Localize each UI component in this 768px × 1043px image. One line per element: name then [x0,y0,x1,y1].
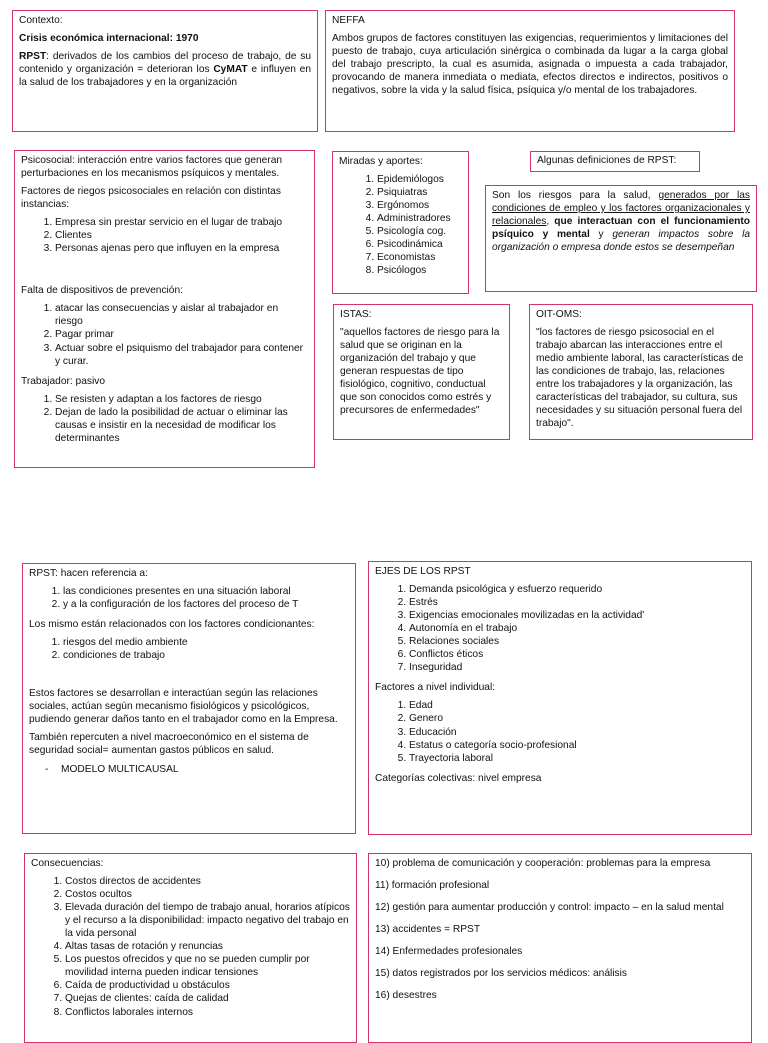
list-item: 1. atacar las consecuencias y aislar al trabajador en riesgo [55,302,308,328]
psicosocial-intro: Psicosocial: interacción entre varios factores que generan perturbaciones en los mecanismos psíquicos y mentales. [21,155,283,180]
list-item: 13) accidentes = RPST [375,924,481,936]
list-item: 8. Conflictos laborales internos [65,1006,350,1019]
istas-text: "aquellos factores de riesgo para la salud que se originan en la organización del trabajo y que generan respuestas de tipo fisiológico, cognitivo, conductual que son conocidos como estrés y precursores de enfermedades" [340,327,500,417]
list-item: 2. Genero [409,712,745,725]
ejes-box [368,561,752,835]
list-item: 6. Caída de productividad u obstáculos [65,979,350,992]
trabajador-title: Trabajador: pasivo [21,375,105,387]
referencia-p1: Estos factores se desarrollan e interactúan según las relaciones sociales, actúan según mecanismo fisiológicos y psicológicos, pudiendo generar daños tanto en el trabajador como en la Empresa. [29,688,338,726]
neffa-label: NEFFA [332,15,365,26]
list-item: 4. Altas tasas de rotación y renuncias [65,940,350,953]
list-item: 1. las condiciones presentes en una situación laboral [63,585,349,598]
list-item: 16) desestres [375,990,437,1002]
neffa-box [325,10,735,132]
individual-title: Factores a nivel individual: [375,682,496,694]
list-item: 2. Psiquiatras [377,186,462,199]
istas-box [333,304,510,440]
list-item: 1. Epidemiólogos [377,173,462,186]
miradas-title: Miradas y aportes: [339,156,423,167]
referencia-p2: También repercuten a nivel macroeconómico en el sistema de seguridad social= aumentan gastos públicos en salud. [29,732,309,757]
list-item: 11) formación profesional [375,880,490,892]
list-item: 2. y a la configuración de los factores del proceso de T [63,598,349,611]
list-item: 6. Psicodinámica [377,238,462,251]
istas-title: ISTAS: [340,309,372,320]
list-item: 8. Psicólogos [377,264,462,277]
list-item: 2. Estrés [409,596,745,609]
list-item: 1. Empresa sin prestar servicio en el lugar de trabajo [55,216,308,229]
list-item: 1. riesgos del medio ambiente [63,636,349,649]
referencia-title: RPST: hacen referencia a: [29,568,148,579]
list-item: 2. Dejan de lado la posibilidad de actuar o eliminar las causas e insistir en la necesidad de modificar los determinantes [55,406,308,445]
list-item: 3. Elevada duración del tiempo de trabajo anual, horarios atípicos y el recurso a la disponibilidad: impacto negativo del trabajo en la vida personal [65,901,350,940]
contexto-box [12,10,318,132]
list-item: 3. Personas ajenas pero que influyen en la empresa [55,242,308,255]
oit-title: OIT-OMS: [536,309,582,320]
consecuencias-title: Consecuencias: [31,858,104,869]
list-item: 7. Inseguridad [409,661,745,674]
condicionantes-title: Los mismo están relacionados con los factores condicionantes: [29,619,315,631]
list-item: 1. Se resisten y adaptan a los factores de riesgo [55,393,308,406]
factores-title: Factores de riegos psicosociales en relación con distintas instancias: [21,186,281,211]
list-item: 3. Actuar sobre el psiquismo del trabajador para contener y curar. [55,342,308,368]
definiciones-title: Algunas definiciones de RPST: [537,155,677,166]
list-item: 2. condiciones de trabajo [63,649,349,662]
list-item: 3. Educación [409,726,745,739]
list-item: 1. Edad [409,699,745,712]
list-item: 7. Quejas de clientes: caída de calidad [65,992,350,1005]
list-item: 2. Clientes [55,229,308,242]
referencia-list [29,585,349,611]
list-item: 10) problema de comunicación y cooperación: problemas para la empresa [375,858,711,869]
contexto-heading: Crisis económica internacional: 1970 [19,33,199,45]
list-item: 14) Enfermedades profesionales [375,946,523,958]
contexto-label: Contexto: [19,15,63,26]
list-item: 3. Ergónomos [377,199,462,212]
list-item: 5. Psicología cog. [377,225,462,238]
definicion-box [485,185,757,292]
list-item: 12) gestión para aumentar producción y control: impacto – en la salud mental [375,902,724,914]
psicosocial-box [14,150,315,468]
miradas-box [332,151,469,294]
list-item: 5. Los puestos ofrecidos y que no se pueden cumplir por movilidad interna pueden indicar tensiones [65,953,350,979]
continuacion-box [368,853,752,1043]
cymat-term: CyMAT [213,64,248,76]
individual-list [375,699,745,764]
list-item: 7. Economistas [377,251,462,264]
referencia-box [22,563,356,834]
definiciones-title-box [530,151,700,172]
consecuencias-list [31,875,350,1019]
list-item: 6. Conflictos éticos [409,648,745,661]
definicion-text: Son los riesgos para la salud, generados por las condiciones de empleo y los factores organizacionales y relacionales, que interactuan con el funcionamiento psíquico y mental y generan impactos sobre la organización o empresa donde estos se desempeñan [492,190,750,254]
list-item: 15) datos registrados por los servicios médicos: análisis [375,968,627,980]
list-item: 4. Estatus o categoría socio-profesional [409,739,745,752]
list-item: 1. Costos directos de accidentes [65,875,350,888]
list-item: 5. Trayectoria laboral [409,752,745,765]
trabajador-list [21,393,308,445]
oit-box [529,304,753,440]
list-item: - MODELO MULTICAUSAL [45,763,349,776]
oit-text: "los factores de riesgo psicosocial en el trabajo abarcan las interacciones entre el medio ambiente laboral, las características de las condiciones de trabajo, las, relaciones entre los trabajadores y la organización, las características del trabajador, su cultura, sus necesidades y su situación personal fuera del trabajo". [536,327,744,430]
ejes-title: EJES DE LOS RPST [375,566,471,577]
modelo-list [29,763,349,776]
colectivas-text: Categorías colectivas: nivel empresa [375,772,542,784]
miradas-list [339,173,462,277]
list-item: 4. Administradores [377,212,462,225]
consecuencias-box [24,853,357,1043]
list-item: 2. Costos ocultos [65,888,350,901]
falta-list [21,302,308,367]
list-item: 3. Exigencias emocionales movilizadas en la actividad' [409,609,745,622]
rpst-term: RPST [19,51,47,63]
falta-title: Falta de dispositivos de prevención: [21,285,183,297]
list-item: 2. Pagar primar [55,328,308,341]
list-item: 1. Demanda psicológica y esfuerzo requerido [409,583,745,596]
list-item: 5. Relaciones sociales [409,635,745,648]
neffa-text: Ambos grupos de factores constituyen las exigencias, requerimientos y limitaciones del puesto de trabajo, cuya articulación sinérgica o combinada da lugar a la carga global del trabajo prescripto, la cual es asumida, asignada o impuesta a cada trabajador, provocando de manera inmediata o mediata, efectos directos e indirectos, positivos o negativos, sobre la vida y la salud física, psíquica y/o mental de los trabajadores. [332,33,728,97]
contexto-text: RPST: derivados de los cambios del proceso de trabajo, de su contenido y organización = deterioran los CyMAT e influyen en la salud de los trabajadores y en la organización [19,51,311,89]
list-item: 4. Autonomía en el trabajo [409,622,745,635]
factores-list [21,216,308,255]
ejes-list [375,583,745,674]
condicionantes-list [29,636,349,662]
